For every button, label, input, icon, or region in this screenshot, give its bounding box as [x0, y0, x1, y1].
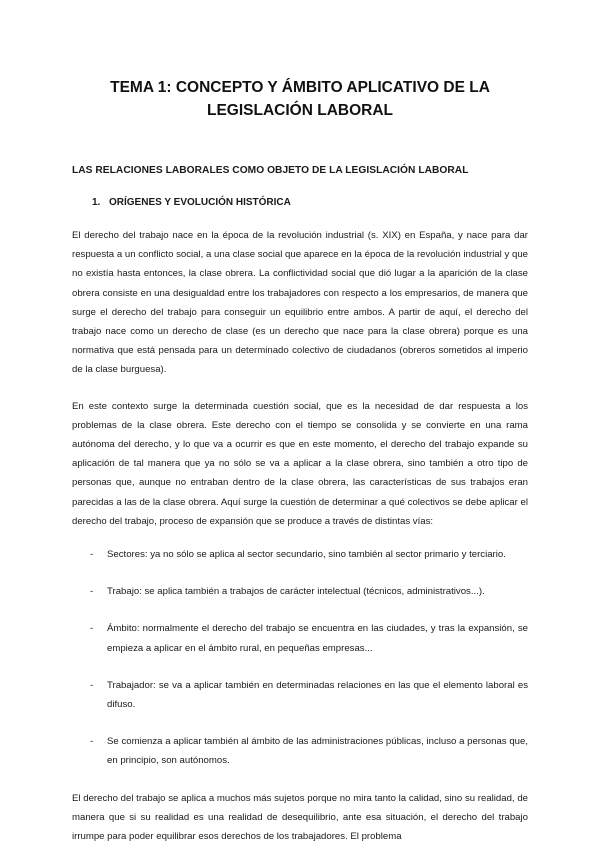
page-title-line-1: TEMA 1: CONCEPTO Y ÁMBITO APLICATIVO DE LA: [110, 79, 490, 96]
list-item-text: Sectores: ya no sólo se aplica al sector secundario, sino también al sector primario y terciario.: [107, 549, 506, 561]
list-item: [72, 545, 528, 564]
subsection-number: 1.: [92, 197, 101, 208]
dash-bullet: -: [90, 586, 94, 598]
section-heading: LAS RELACIONES LABORALES COMO OBJETO DE LA LEGISLACIÓN LABORAL: [72, 165, 469, 176]
paragraph-origins: El derecho del trabajo nace en la época de la revolución industrial (s. XIX) en España, y nace para dar respuesta a un conflicto social, a una clase social que aparece en la época de la revolución industrial y que no existía hasta entonces, la clase obrera. La conflictividad social que dió lugar a la aparición de la clase obrera consiste en una desigualdad entre los trabajadores con respecto a los empresarios, de manera que surge el derecho del trabajo para conseguir un equilibrio entre ambos. A partir de aquí, el derecho del trabajo nace como un derecho de clase (es un derecho que nace para la clase obrera) porque es una normativa que está pensada para un determinado colectivo de ciudadanos (obreros sometidos al imperio de la clase burguesa).: [72, 230, 528, 376]
dash-bullet: -: [90, 736, 94, 748]
paragraph-social-question: En este contexto surge la determinada cuestión social, que es la necesidad de dar respuesta a los problemas de la clase obrera. Este derecho con el tiempo se consolida y se convierte en una rama autónoma del derecho, y lo que va a ocurrir es que en este momento, el derecho del trabajo expande su aplicación de tal manera que ya no sólo se va a aplicar a la clase obrera, sino también a otro tipo de personas que, aunque no entraban dentro de la clase obrera, las características de sus trabajos eran parecidas a las de la clase obrera. Aquí surge la cuestión de determinar a qué colectivos se debe aplicar el derecho del trabajo, proceso de expansión que se produce a través de distintas vías:: [72, 400, 528, 527]
dash-bullet: -: [90, 679, 94, 691]
list-item-text: Trabajo: se aplica también a trabajos de carácter intelectual (técnicos, administrativos...).: [107, 586, 485, 598]
dash-bullet: -: [90, 549, 94, 561]
subsection-title: ORÍGENES Y EVOLUCIÓN HISTÓRICA: [109, 197, 291, 208]
page-title: [72, 0, 528, 122]
list-item: [72, 582, 528, 601]
page-title-line-2: LEGISLACIÓN LABORAL: [207, 102, 393, 119]
list-item: [72, 619, 528, 657]
list-item: [72, 732, 528, 770]
list-item: [72, 676, 528, 714]
paragraph-closing: El derecho del trabajo se aplica a muchos más sujetos porque no mira tanto la calidad, sino su realidad, de manera que si su realidad es una realidad de desequilibrio, ante esa situación, el derecho del trabajo irrumpe para poder equilibrar esos derechos de los trabajadores. El problema: [72, 792, 528, 843]
subsection-heading: [92, 196, 528, 210]
dash-bullet: -: [90, 623, 94, 635]
list-item-text: Se comienza a aplicar también al ámbito de las administraciones públicas, incluso a personas que, en principio, son autónomos.: [107, 736, 528, 767]
list-item-text: Trabajador: se va a aplicar también en determinadas relaciones en las que el elemento laboral es difuso.: [107, 679, 528, 711]
expansion-list: [72, 545, 528, 771]
list-item-text: Ámbito: normalmente el derecho del trabajo se encuentra en las ciudades, y tras la expansión, se empieza a aplicar en el ámbito rural, en pequeñas empresas...: [107, 623, 528, 654]
